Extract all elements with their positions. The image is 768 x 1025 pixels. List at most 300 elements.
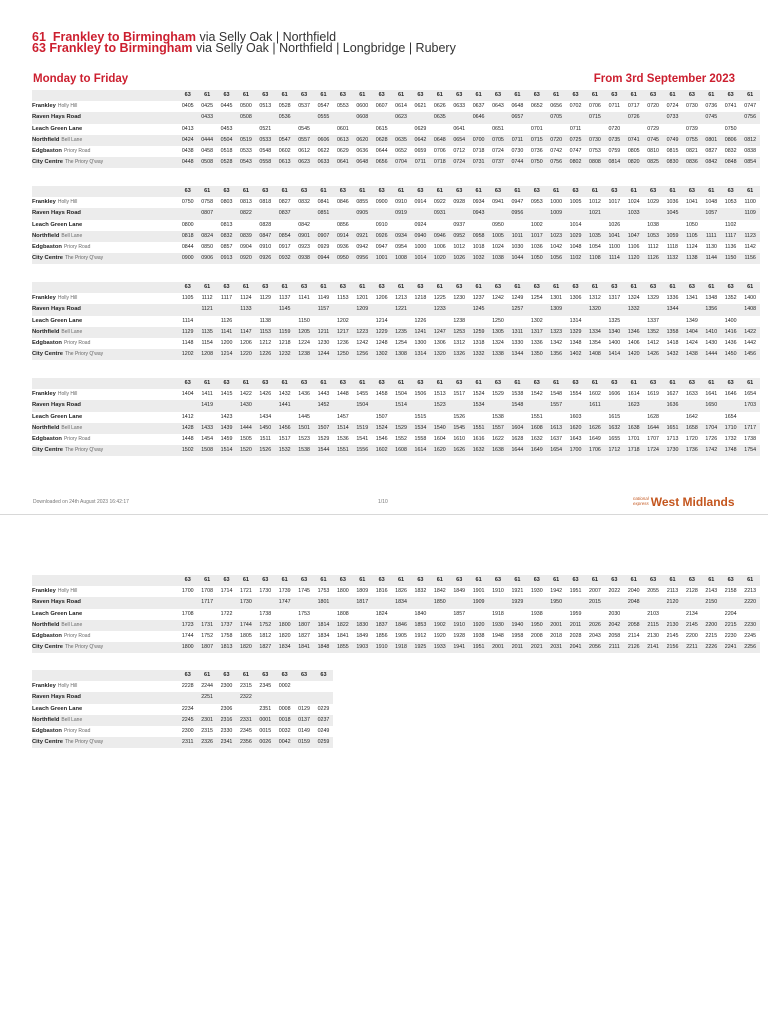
time-cell: 0750 — [181, 199, 194, 206]
time-cell: 1050 — [527, 253, 546, 264]
time-cell: 1236 — [336, 340, 349, 347]
time-cell: 0453 — [220, 125, 233, 132]
route-number-cell: 61 — [236, 575, 255, 586]
stop-name: Raven Hays Road — [32, 210, 81, 217]
route-header-row — [32, 575, 760, 586]
route-number-cell: 61 — [430, 575, 449, 586]
stop-name: City Centre — [32, 351, 63, 358]
time-cell — [740, 609, 760, 620]
time-cell — [702, 609, 721, 620]
time-cell: 1933 — [430, 642, 449, 653]
time-cell: 0641 — [333, 157, 352, 168]
stop-name: Northfield — [32, 136, 60, 143]
time-cell — [624, 220, 643, 231]
stop-name: Northfield — [32, 328, 60, 335]
time-cell: 1135 — [197, 327, 216, 338]
time-cell — [178, 692, 197, 703]
time-cell: 1120 — [624, 253, 643, 264]
time-cell: 1505 — [240, 436, 252, 443]
stop-name-cell — [32, 220, 178, 231]
time-cell — [682, 597, 701, 608]
time-cell: 1938 — [530, 610, 543, 617]
stop-name: Frankley — [32, 199, 56, 206]
time-cell: 1308 — [391, 349, 410, 360]
table-row — [32, 349, 760, 360]
route-number-cell: 61 — [585, 90, 604, 101]
time-cell: 0958 — [469, 231, 488, 242]
route-number-cell: 63 — [721, 282, 740, 293]
time-cell — [488, 400, 507, 411]
route-number-cell: 61 — [353, 378, 372, 389]
time-cell: 2022 — [608, 588, 621, 595]
time-cell: 1242 — [356, 340, 369, 347]
time-cell: 1132 — [663, 253, 682, 264]
time-cell: 1658 — [682, 423, 701, 434]
time-cell: 0724 — [666, 103, 679, 110]
time-cell: 1855 — [333, 642, 352, 653]
route-number-cell: 63 — [333, 186, 352, 197]
time-cell: 1534 — [411, 423, 430, 434]
route-number-cell: 63 — [372, 90, 391, 101]
time-cell: 1520 — [236, 445, 255, 456]
time-cell: 1408 — [585, 349, 604, 360]
time-cell: 0635 — [391, 135, 410, 146]
time-cell: 1439 — [217, 423, 236, 434]
time-cell: 1654 — [724, 413, 737, 420]
time-cell: 1309 — [546, 304, 565, 315]
time-cell: 0954 — [395, 244, 407, 251]
time-cell: 2120 — [663, 597, 682, 608]
time-cell — [488, 208, 507, 219]
national-express-logo-text: national express — [633, 496, 649, 506]
time-cell: 1442 — [744, 340, 757, 347]
time-cell — [217, 597, 236, 608]
time-cell: 1813 — [217, 642, 236, 653]
table-row — [32, 316, 760, 327]
time-cell: 0759 — [608, 148, 621, 155]
time-cell: 0942 — [356, 244, 369, 251]
time-cell: 1519 — [353, 423, 372, 434]
time-cell: 1352 — [643, 327, 662, 338]
route-number-cell: 63 — [450, 575, 469, 586]
time-cell: 0433 — [197, 112, 216, 123]
time-cell — [546, 124, 565, 135]
time-cell: 0652 — [395, 148, 407, 155]
route-number-cell: 63 — [721, 575, 740, 586]
stop-name-cell — [32, 124, 178, 135]
time-cell: 1114 — [605, 253, 624, 264]
time-cell: 1432 — [663, 349, 682, 360]
route-number-cell: 63 — [256, 282, 275, 293]
route-number-cell: 61 — [585, 378, 604, 389]
time-cell: 1302 — [372, 349, 391, 360]
table-row — [32, 715, 333, 726]
route-number-cell: 63 — [527, 186, 546, 197]
timetable-block-5 — [32, 575, 760, 653]
route-61-name: Frankley to Birmingham — [52, 30, 196, 44]
time-cell: 1614 — [411, 445, 430, 456]
time-cell: 0504 — [217, 135, 236, 146]
time-cell: 1556 — [353, 445, 372, 456]
time-cell: 2145 — [682, 620, 701, 631]
time-cell: 2213 — [744, 588, 757, 595]
time-cell — [430, 412, 449, 423]
time-cell: 0229 — [317, 705, 330, 712]
time-cell: 1644 — [643, 423, 662, 434]
time-cell — [605, 304, 624, 315]
time-cell: 1412 — [181, 413, 194, 420]
stop-detail: Bell Lane — [61, 621, 83, 628]
stop-name-cell — [32, 631, 178, 642]
time-cell — [721, 208, 740, 219]
time-cell: 1632 — [530, 436, 543, 443]
route-number-cell: 63 — [217, 378, 236, 389]
route-number-cell: 63 — [411, 575, 430, 586]
time-cell — [663, 316, 682, 327]
time-cell: 0913 — [217, 253, 236, 264]
time-cell — [624, 412, 643, 423]
time-cell — [508, 220, 527, 231]
time-cell: 2230 — [724, 633, 737, 640]
time-cell: 0545 — [298, 125, 310, 132]
time-cell: 1456 — [275, 423, 294, 434]
time-cell: 1752 — [256, 620, 275, 631]
time-cell: 1348 — [569, 340, 582, 347]
time-cell: 1951 — [469, 642, 488, 653]
time-cell: 1507 — [375, 413, 388, 420]
time-cell: 1820 — [278, 633, 291, 640]
time-cell: 0910 — [395, 199, 407, 206]
time-cell: 1012 — [589, 199, 601, 206]
time-cell: 0922 — [433, 199, 446, 206]
route-number-cell: 61 — [197, 186, 216, 197]
time-cell: 0730 — [585, 135, 604, 146]
time-cell: 0720 — [608, 125, 621, 132]
time-cell: 0917 — [278, 244, 291, 251]
time-cell: 1012 — [453, 244, 466, 251]
time-cell: 1713 — [666, 436, 679, 443]
time-cell: 2041 — [566, 642, 585, 653]
time-cell: 1812 — [259, 633, 272, 640]
time-cell: 1117 — [721, 231, 740, 242]
time-cell: 1250 — [333, 349, 352, 360]
stop-name: Leach Green Lane — [32, 413, 83, 420]
time-cell: 0508 — [197, 157, 216, 168]
time-cell: 1130 — [705, 244, 717, 251]
time-cell — [314, 692, 333, 703]
time-cell: 0825 — [643, 157, 662, 168]
time-cell: 1548 — [508, 400, 527, 411]
time-cell: 0413 — [181, 125, 194, 132]
time-cell: 2341 — [217, 737, 236, 748]
stop-name-cell — [32, 620, 178, 631]
time-cell: 0744 — [508, 157, 527, 168]
stop-name-cell — [32, 726, 178, 737]
time-cell: 1515 — [414, 413, 427, 420]
route-number-cell: 61 — [508, 575, 527, 586]
time-cell: 1202 — [178, 349, 197, 360]
time-cell: 1817 — [353, 597, 372, 608]
time-cell: 1213 — [395, 295, 407, 302]
time-cell — [217, 692, 236, 703]
time-cell: 0001 — [256, 715, 275, 726]
time-cell: 2021 — [527, 642, 546, 653]
time-cell: 1511 — [259, 436, 271, 443]
time-cell: 0830 — [663, 157, 682, 168]
time-cell: 1356 — [702, 304, 721, 315]
stop-name: Frankley — [32, 391, 56, 398]
route-number-cell: 63 — [178, 378, 197, 389]
stop-name-cell — [32, 231, 178, 242]
stop-detail: Holly Hill — [57, 683, 78, 690]
route-number-cell: 61 — [508, 186, 527, 197]
time-cell: 0651 — [492, 125, 504, 132]
stop-name-cell — [32, 293, 178, 304]
time-cell: 2245 — [744, 633, 757, 640]
time-cell: 2030 — [608, 610, 621, 617]
stop-name-cell — [32, 242, 178, 253]
time-cell: 0717 — [627, 103, 640, 110]
time-cell: 1217 — [333, 327, 352, 338]
time-cell: 1636 — [663, 400, 682, 411]
route-number-cell: 63 — [314, 670, 333, 681]
time-cell — [411, 112, 430, 123]
time-cell — [663, 220, 682, 231]
time-cell — [721, 304, 740, 315]
time-cell: 1615 — [608, 413, 621, 420]
time-cell: 1910 — [372, 642, 391, 653]
time-cell — [682, 400, 701, 411]
time-cell: 1247 — [430, 327, 449, 338]
time-cell — [450, 597, 469, 608]
time-cell: 1458 — [375, 391, 388, 398]
time-cell: 0910 — [259, 244, 272, 251]
time-cell: 1732 — [724, 436, 737, 443]
time-cell: 1250 — [492, 317, 504, 324]
route-number-cell: 61 — [469, 186, 488, 197]
time-cell: 1523 — [430, 400, 449, 411]
time-cell: 2056 — [585, 642, 604, 653]
time-cell: 1245 — [469, 304, 488, 315]
time-cell: 1703 — [740, 400, 760, 411]
time-cell: 0924 — [414, 221, 427, 228]
time-cell: 1341 — [686, 295, 698, 302]
time-cell — [294, 112, 313, 123]
time-cell: 0750 — [527, 157, 546, 168]
time-cell: 2306 — [220, 705, 233, 712]
time-cell: 1205 — [294, 327, 313, 338]
time-cell: 1800 — [336, 588, 349, 595]
table-row — [32, 304, 760, 315]
time-cell: 0706 — [589, 103, 601, 110]
time-cell: 1434 — [259, 413, 272, 420]
time-cell: 1225 — [433, 295, 446, 302]
stop-name-cell — [32, 112, 178, 123]
time-cell: 1056 — [546, 253, 565, 264]
time-cell: 1730 — [236, 597, 255, 608]
route-number-cell: 61 — [236, 186, 255, 197]
time-cell: 1614 — [627, 391, 640, 398]
time-cell: 1038 — [488, 253, 507, 264]
time-cell: 2018 — [550, 633, 563, 640]
time-cell: 1724 — [643, 445, 662, 456]
time-cell: 0736 — [705, 103, 718, 110]
time-cell: 0259 — [314, 737, 333, 748]
route-61-via: via Selly Oak | Northfield — [199, 30, 337, 44]
time-cell: 1144 — [702, 253, 721, 264]
stop-name: Edgbaston — [32, 633, 62, 640]
route-number-cell: 63 — [411, 378, 430, 389]
time-cell — [275, 124, 294, 135]
time-cell: 1402 — [566, 349, 585, 360]
time-cell: 1020 — [430, 253, 449, 264]
route-number-cell: 61 — [740, 90, 760, 101]
time-cell: 0607 — [375, 103, 388, 110]
time-cell: 1834 — [391, 597, 410, 608]
route-number-cell: 61 — [391, 282, 410, 293]
time-cell — [643, 597, 662, 608]
time-cell: 0940 — [411, 231, 430, 242]
time-cell — [643, 304, 662, 315]
route-number-cell: 63 — [450, 186, 469, 197]
time-cell: 1408 — [740, 304, 760, 315]
stop-detail: Priory Road — [63, 148, 91, 155]
time-cell: 1326 — [450, 349, 469, 360]
time-cell: 1704 — [702, 423, 721, 434]
time-cell: 0448 — [178, 157, 197, 168]
time-cell: 1014 — [411, 253, 430, 264]
time-cell: 1024 — [627, 199, 640, 206]
time-cell: 0652 — [530, 103, 543, 110]
time-cell — [197, 609, 216, 620]
time-cell — [178, 112, 197, 123]
time-cell: 1212 — [259, 340, 272, 347]
route-number-cell: 61 — [508, 90, 527, 101]
route-number-cell: 61 — [430, 186, 449, 197]
time-cell: 1632 — [469, 445, 488, 456]
time-cell: 1035 — [585, 231, 604, 242]
time-cell: 0854 — [740, 157, 760, 168]
time-cell: 1738 — [259, 610, 272, 617]
time-cell: 0828 — [259, 221, 272, 228]
time-cell: 1638 — [624, 423, 643, 434]
time-cell: 0747 — [744, 103, 757, 110]
time-cell: 1501 — [294, 423, 313, 434]
time-cell: 1111 — [702, 231, 721, 242]
time-cell — [624, 609, 643, 620]
stop-name-cell — [32, 157, 178, 168]
route-number-cell: 61 — [702, 378, 721, 389]
time-cell: 1557 — [488, 423, 507, 434]
time-cell: 0015 — [259, 728, 272, 735]
stop-name-cell — [32, 208, 178, 219]
time-cell: 1154 — [201, 340, 213, 347]
time-cell — [643, 208, 662, 219]
time-cell: 1418 — [666, 340, 679, 347]
time-cell: 2143 — [705, 588, 718, 595]
route-number-cell: 61 — [314, 90, 333, 101]
time-cell: 0643 — [492, 103, 504, 110]
stop-name: Raven Hays Road — [32, 599, 81, 606]
route-number-cell: 63 — [527, 90, 546, 101]
time-cell: 0730 — [686, 103, 698, 110]
route-number-cell: 61 — [275, 186, 294, 197]
time-cell: 1320 — [430, 349, 449, 360]
route-number-cell: 61 — [702, 186, 721, 197]
day-heading: Monday to Friday — [33, 73, 129, 85]
time-cell: 0842 — [298, 221, 310, 228]
time-cell: 2322 — [236, 692, 255, 703]
time-cell: 0642 — [411, 135, 430, 146]
time-cell: 1400 — [744, 295, 757, 302]
time-cell: 1100 — [744, 199, 756, 206]
time-cell: 0424 — [178, 135, 197, 146]
stop-name: Raven Hays Road — [32, 694, 81, 701]
route-number-cell: 61 — [546, 378, 565, 389]
time-cell: 1837 — [372, 620, 391, 631]
route-number-cell: 63 — [643, 282, 662, 293]
table-row — [32, 135, 760, 146]
table-row — [32, 726, 333, 737]
time-cell: 2345 — [259, 683, 272, 690]
time-cell: 1731 — [197, 620, 216, 631]
route-number-cell: 63 — [178, 282, 197, 293]
time-cell: 0533 — [256, 135, 275, 146]
time-cell — [527, 208, 546, 219]
time-cell: 0614 — [395, 103, 407, 110]
time-cell: 2226 — [702, 642, 721, 653]
time-cell: 0633 — [453, 103, 466, 110]
time-cell: 1853 — [411, 620, 430, 631]
route-number-cell: 61 — [236, 670, 255, 681]
time-cell: 1426 — [259, 391, 272, 398]
time-cell: 0936 — [336, 244, 349, 251]
route-number-cell: 63 — [178, 670, 197, 681]
time-cell: 1857 — [453, 610, 466, 617]
time-cell: 1720 — [686, 436, 698, 443]
timetable-block-3 — [32, 282, 760, 360]
time-cell: 1150 — [298, 317, 310, 324]
route-number-cell: 63 — [450, 90, 469, 101]
time-cell: 1448 — [336, 391, 349, 398]
time-cell: 1159 — [275, 327, 294, 338]
time-cell: 1604 — [433, 436, 446, 443]
route-number-cell: 61 — [740, 575, 760, 586]
time-cell: 0729 — [647, 125, 660, 132]
route-number-cell: 61 — [353, 186, 372, 197]
route-number-cell: 63 — [682, 282, 701, 293]
time-cell: 0518 — [220, 148, 233, 155]
route-number-cell: 63 — [256, 186, 275, 197]
time-cell: 2256 — [740, 642, 760, 653]
time-cell: 0654 — [450, 135, 469, 146]
table-row — [32, 146, 760, 157]
route-number-cell: 61 — [236, 378, 255, 389]
route-header-row — [32, 378, 760, 389]
time-cell — [450, 304, 469, 315]
time-cell: 1224 — [298, 340, 310, 347]
time-cell: 1044 — [508, 253, 527, 264]
time-cell: 1448 — [181, 436, 194, 443]
stop-detail: Priory Road — [63, 633, 91, 640]
time-cell: 1124 — [686, 244, 698, 251]
route-number-cell: 63 — [682, 378, 701, 389]
time-cell: 0735 — [605, 135, 624, 146]
time-cell: 2031 — [546, 642, 565, 653]
time-cell: 1809 — [356, 588, 369, 595]
time-cell: 1030 — [511, 244, 524, 251]
time-cell: 2011 — [508, 642, 527, 653]
